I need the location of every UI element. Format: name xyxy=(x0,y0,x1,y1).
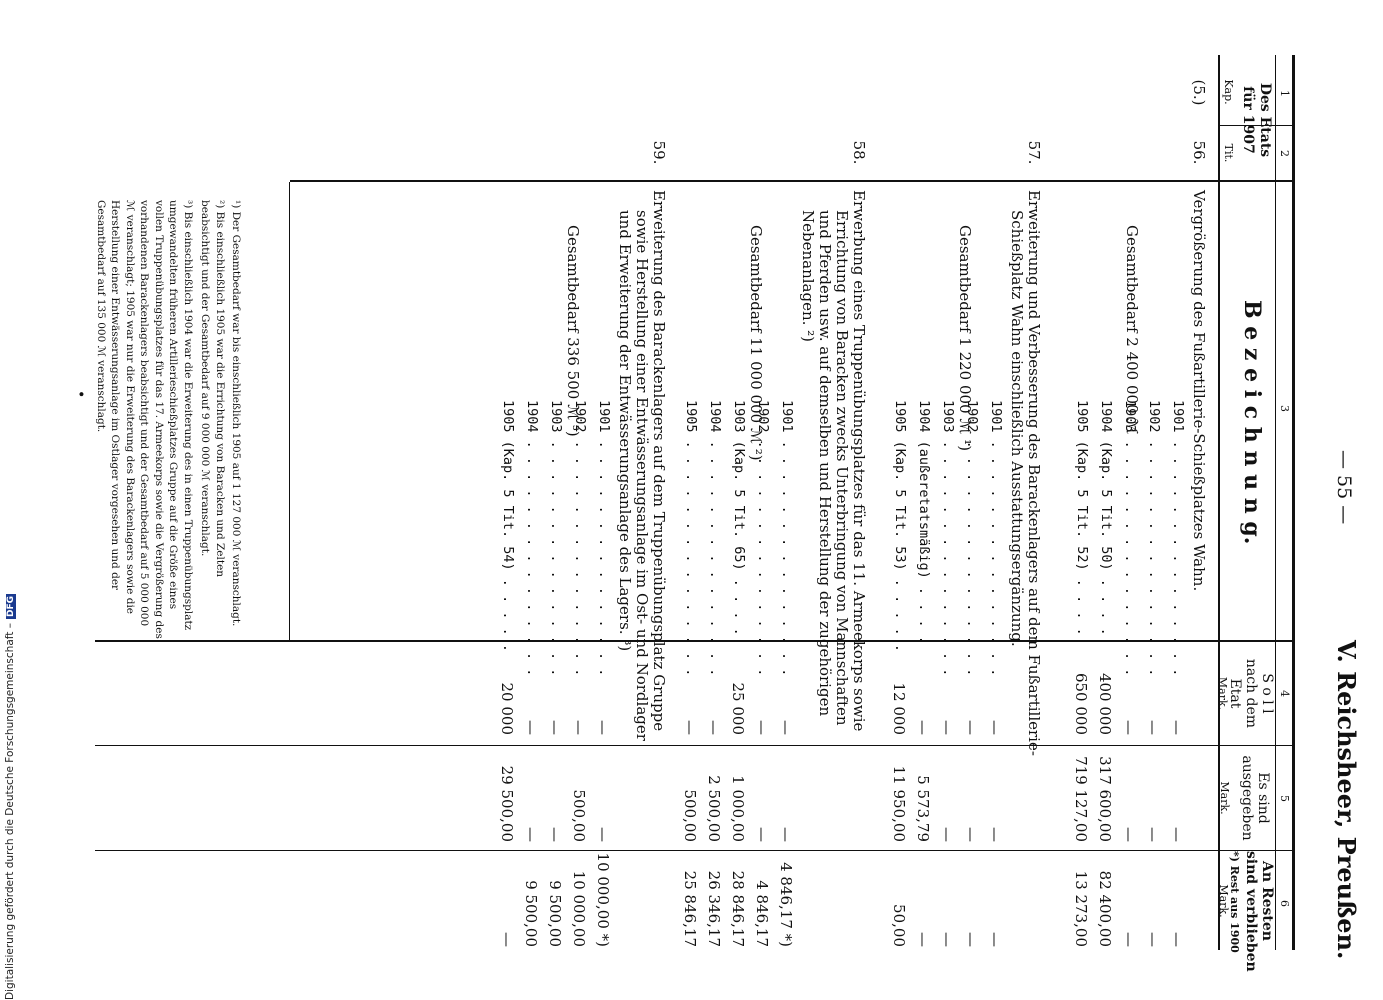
ausgegeben-value: 500,00 xyxy=(570,789,588,842)
soll-value: — xyxy=(962,720,980,735)
ausgegeben-value: — xyxy=(938,827,956,842)
year-row-label: 1903 . . . . . . . . . . . . . . . xyxy=(1122,400,1138,677)
soll-value: — xyxy=(1168,720,1186,735)
caption-text: Digitalisierung gefördert durch die Deutsche Forschungsgemeinschaft – xyxy=(4,623,16,1000)
soll-header-1: S o l l xyxy=(1259,673,1275,714)
ausgegeben-value: 2 500,00 xyxy=(705,775,723,842)
soll-header-3: Etat xyxy=(1227,678,1243,709)
year-row-label: 1905 . . . . . . . . . . . . . . . xyxy=(683,400,699,677)
rest-value: 13 273,00 xyxy=(1072,870,1090,947)
colnum-2: 2 xyxy=(1278,150,1291,157)
rest-value: — xyxy=(938,932,956,947)
ausgegeben-value: 29 500,00 xyxy=(498,765,516,842)
colnum-rule xyxy=(1275,55,1276,950)
soll-value: 12 000 xyxy=(890,682,908,735)
year-row-label: 1904 (außeretatsmäßig) . . . . xyxy=(916,400,932,644)
soll-value: — xyxy=(546,720,564,735)
year-row-label: 1902 . . . . . . . . . . . . . . . xyxy=(964,400,980,677)
rest-header-3: *) Rest aus 1900 xyxy=(1228,851,1241,953)
soll-value: — xyxy=(570,720,588,735)
ausg-header-2: ausgegeben xyxy=(1239,755,1255,841)
ausgegeben-value: — xyxy=(753,827,771,842)
year-row-label: 1905 (Kap. 5 Tit. 53) . . . . . xyxy=(892,400,908,652)
entry-tit: 58. xyxy=(850,140,868,165)
ausgegeben-value: 317 600,00 xyxy=(1096,756,1114,842)
entry-title-line: und Pferden usw. auf demselben und Herstellung der zugehörigen xyxy=(816,210,834,717)
rest-value: — xyxy=(1120,932,1138,947)
soll-value: — xyxy=(1120,720,1138,735)
year-row-label: 1901 . . . . . . . . . . . . . . . xyxy=(1170,400,1186,677)
soll-header-2: nach dem xyxy=(1243,658,1259,729)
year-row-label: 1901 . . . . . . . . . . . . . . . xyxy=(596,400,612,677)
soll-value: 650 000 xyxy=(1072,672,1090,735)
ausgegeben-value: 719 127,00 xyxy=(1072,756,1090,842)
rest-value: 82 400,00 xyxy=(1096,870,1114,947)
entry-title-line: Schießplatz Wahn einschließlich Ausstattungsergänzung. xyxy=(1008,210,1026,647)
entry-title-line: Erweiterung und Verbesserung des Barackenlagers auf dem Fußartillerie- xyxy=(1025,190,1043,756)
col-divider-5 xyxy=(95,850,1295,851)
colnum-4: 4 xyxy=(1278,690,1291,697)
entry-tit: 59. xyxy=(650,140,668,165)
ausgegeben-value: — xyxy=(1120,827,1138,842)
year-row-label: 1902 . . . . . . . . . . . . . . . xyxy=(1146,400,1162,677)
entry-gesamtbedarf: Gesamtbedarf 2 400 000 ℳ xyxy=(1123,225,1141,435)
rest-header-2: sind verblieben xyxy=(1243,851,1259,972)
soll-value: — xyxy=(753,720,771,735)
ausg-unit: Mark. xyxy=(1218,781,1231,815)
soll-value: — xyxy=(986,720,1004,735)
page-bullet: • xyxy=(72,390,88,399)
soll-value: — xyxy=(938,720,956,735)
entry-gesamtbedarf: Gesamtbedarf 11 000 000 ℳ ²) xyxy=(747,225,765,461)
soll-value: — xyxy=(1144,720,1162,735)
soll-value: 400 000 xyxy=(1096,672,1114,735)
rest-value: 10 000,00 *) xyxy=(594,852,612,947)
soll-value: — xyxy=(777,720,795,735)
year-row-label: 1901 . . . . . . . . . . . . . . . xyxy=(988,400,1004,677)
year-row-label: 1903 . . . . . . . . . . . . . . . xyxy=(548,400,564,677)
year-row-label: 1903 (Kap. 5 Tit. 65) . . . . xyxy=(731,400,747,636)
year-row-label: 1905 (Kap. 5 Tit. 54) . . . . . xyxy=(500,400,516,652)
colnum-5: 5 xyxy=(1278,795,1291,802)
tit-header: Tit. xyxy=(1222,143,1235,163)
footnote-2: ²) Bis einschließlich 1905 war die Errichtung von Baracken und Zelten beabsichtigt und der Gesamtbedarf auf 9 000 000 ℳ veranschlagt. xyxy=(199,200,226,578)
ausgegeben-value: — xyxy=(1144,827,1162,842)
year-row-label: 1902 . . . . . . . . . . . . . . . xyxy=(755,400,771,677)
entry-gesamtbedarf: Gesamtbedarf 1 220 000 ℳ ¹) xyxy=(956,225,974,452)
rest-unit: Mark. xyxy=(1217,884,1230,918)
footnote-1: ¹) Der Gesamtbedarf war bis einschließlich 1905 auf 1 127 000 ℳ veranschlagt. xyxy=(230,200,242,627)
rest-header-1: An Resten xyxy=(1259,861,1275,941)
colnum-1: 1 xyxy=(1278,90,1291,97)
colnum-6: 6 xyxy=(1278,900,1291,907)
rest-value: 50,00 xyxy=(890,904,908,947)
year-row-label: 1902 . . . . . . . . . . . . . . . xyxy=(572,400,588,677)
ausgegeben-value: — xyxy=(522,827,540,842)
soll-value: 25 000 xyxy=(729,682,747,735)
rest-value: — xyxy=(1144,932,1162,947)
year-row-label: 1904 . . . . . . . . . . . . . . . xyxy=(524,400,540,677)
rest-value: — xyxy=(986,932,1004,947)
ausgegeben-value: — xyxy=(962,827,980,842)
year-row-label: 1903 . . . . . . . . . . . . . . . xyxy=(940,400,956,677)
entry-title-line: Nebenanlagen. ²) xyxy=(799,210,817,343)
col-divider-2 xyxy=(290,180,1295,182)
entry-title-line: sowie Herstellung einer Entwässerungsanlage im Ost- und Nordlager xyxy=(633,210,651,741)
ausgegeben-value: — xyxy=(594,827,612,842)
entry-tit: 56. xyxy=(1190,140,1208,165)
entry-gesamtbedarf: Gesamtbedarf 336 500 ℳ ³) xyxy=(564,225,582,437)
soll-value: — xyxy=(522,720,540,735)
ausgegeben-value: — xyxy=(777,827,795,842)
footnote-3: ³) Bis einschließlich 1904 war die Erweiterung des in einen Truppenübungsplatz umgewandelten früheren Artillerieschießplatzes Gruppe auf die Größe eines vollen Truppenübungsplatzes für das 17. Armeekorps sowie die Vergrößerung des vorhandenen Barackenlagers beabsichtigt und der Gesamtbedarf auf 5 000 000 ℳ veranschlagt; 1905 war nur die Erweiterung des Barackenlagers sowie die Herstellung einer Entwässerungsanlage im Ostlager vorgesehen und der Gesamtbedarf auf 135 000 ℳ veranschlagt. xyxy=(95,200,194,639)
entry-title-line: und Erweiterung der Entwässerungsanlage des Lagers. ³) xyxy=(616,210,634,652)
soll-value: 20 000 xyxy=(498,682,516,735)
rest-value: — xyxy=(1168,932,1186,947)
ausgegeben-value: — xyxy=(986,827,1004,842)
bezeichnung-header: B e z e i c h n u n g. xyxy=(1239,300,1265,545)
rest-value: 4 846,17 xyxy=(753,880,771,947)
colnum-3: 3 xyxy=(1278,405,1291,412)
rest-value: 4 846,17 *) xyxy=(777,862,795,947)
rest-value: — xyxy=(914,932,932,947)
rest-value: 10 000,00 xyxy=(570,870,588,947)
rest-value: 25 846,17 xyxy=(681,870,699,947)
kap-header: Kap. xyxy=(1222,79,1235,105)
rest-value: — xyxy=(498,932,516,947)
ausgegeben-value: 1 000,00 xyxy=(729,775,747,842)
soll-value: — xyxy=(705,720,723,735)
entry-tit: 57. xyxy=(1025,140,1043,165)
etat-header-line1: Des Etats xyxy=(1257,82,1273,158)
year-row-label: 1901 . . . . . . . . . . . . . . . xyxy=(779,400,795,677)
soll-unit: Mark. xyxy=(1216,676,1229,711)
entry-title-line: Vergrößerung des Fußartillerie-Schießplatzes Wahn. xyxy=(1190,190,1208,592)
section-title: V. Reichsheer, Preußen. xyxy=(1332,640,1361,960)
ausg-header-1: Es sind xyxy=(1255,772,1271,824)
rest-value: 26 346,17 xyxy=(705,870,723,947)
rest-value: 9 500,00 xyxy=(522,880,540,947)
ausgegeben-value: — xyxy=(546,827,564,842)
rest-value: 9 500,00 xyxy=(546,880,564,947)
soll-value: — xyxy=(681,720,699,735)
entry-title-line: Errichtung von Baracken zwecks Unterbringung von Mannschaften xyxy=(833,210,851,726)
year-row-label: 1904 (Kap. 5 Tit. 50) . . . . xyxy=(1098,400,1114,636)
page-number: — 55 — xyxy=(1333,450,1355,525)
footnote-rule xyxy=(289,182,290,640)
col-divider-4 xyxy=(95,745,1295,746)
soll-value: — xyxy=(594,720,612,735)
ausgegeben-value: 11 950,00 xyxy=(890,765,908,842)
ausgegeben-value: 500,00 xyxy=(681,789,699,842)
year-row-label: 1905 (Kap. 5 Tit. 52) . . . . xyxy=(1074,400,1090,636)
soll-value: — xyxy=(914,720,932,735)
dfg-logo: DFG xyxy=(6,596,16,618)
entry-title-line: Erweiterung des Barackenlagers auf dem Truppenübungsplatz Gruppe xyxy=(650,190,668,732)
etat-header-line2: für 1907 xyxy=(1240,86,1256,154)
entry-kap: (5.) xyxy=(1190,79,1208,106)
ausgegeben-value: 5 573,79 xyxy=(914,775,932,842)
year-row-label: 1904 . . . . . . . . . . . . . . . xyxy=(707,400,723,677)
top-rule xyxy=(1292,55,1295,950)
rest-value: 28 846,17 xyxy=(729,870,747,947)
entry-title-line: Erwerbung eines Truppenübungsplatzes für das 11. Armeekorps sowie xyxy=(850,190,868,732)
ausgegeben-value: — xyxy=(1168,827,1186,842)
rest-value: — xyxy=(962,932,980,947)
